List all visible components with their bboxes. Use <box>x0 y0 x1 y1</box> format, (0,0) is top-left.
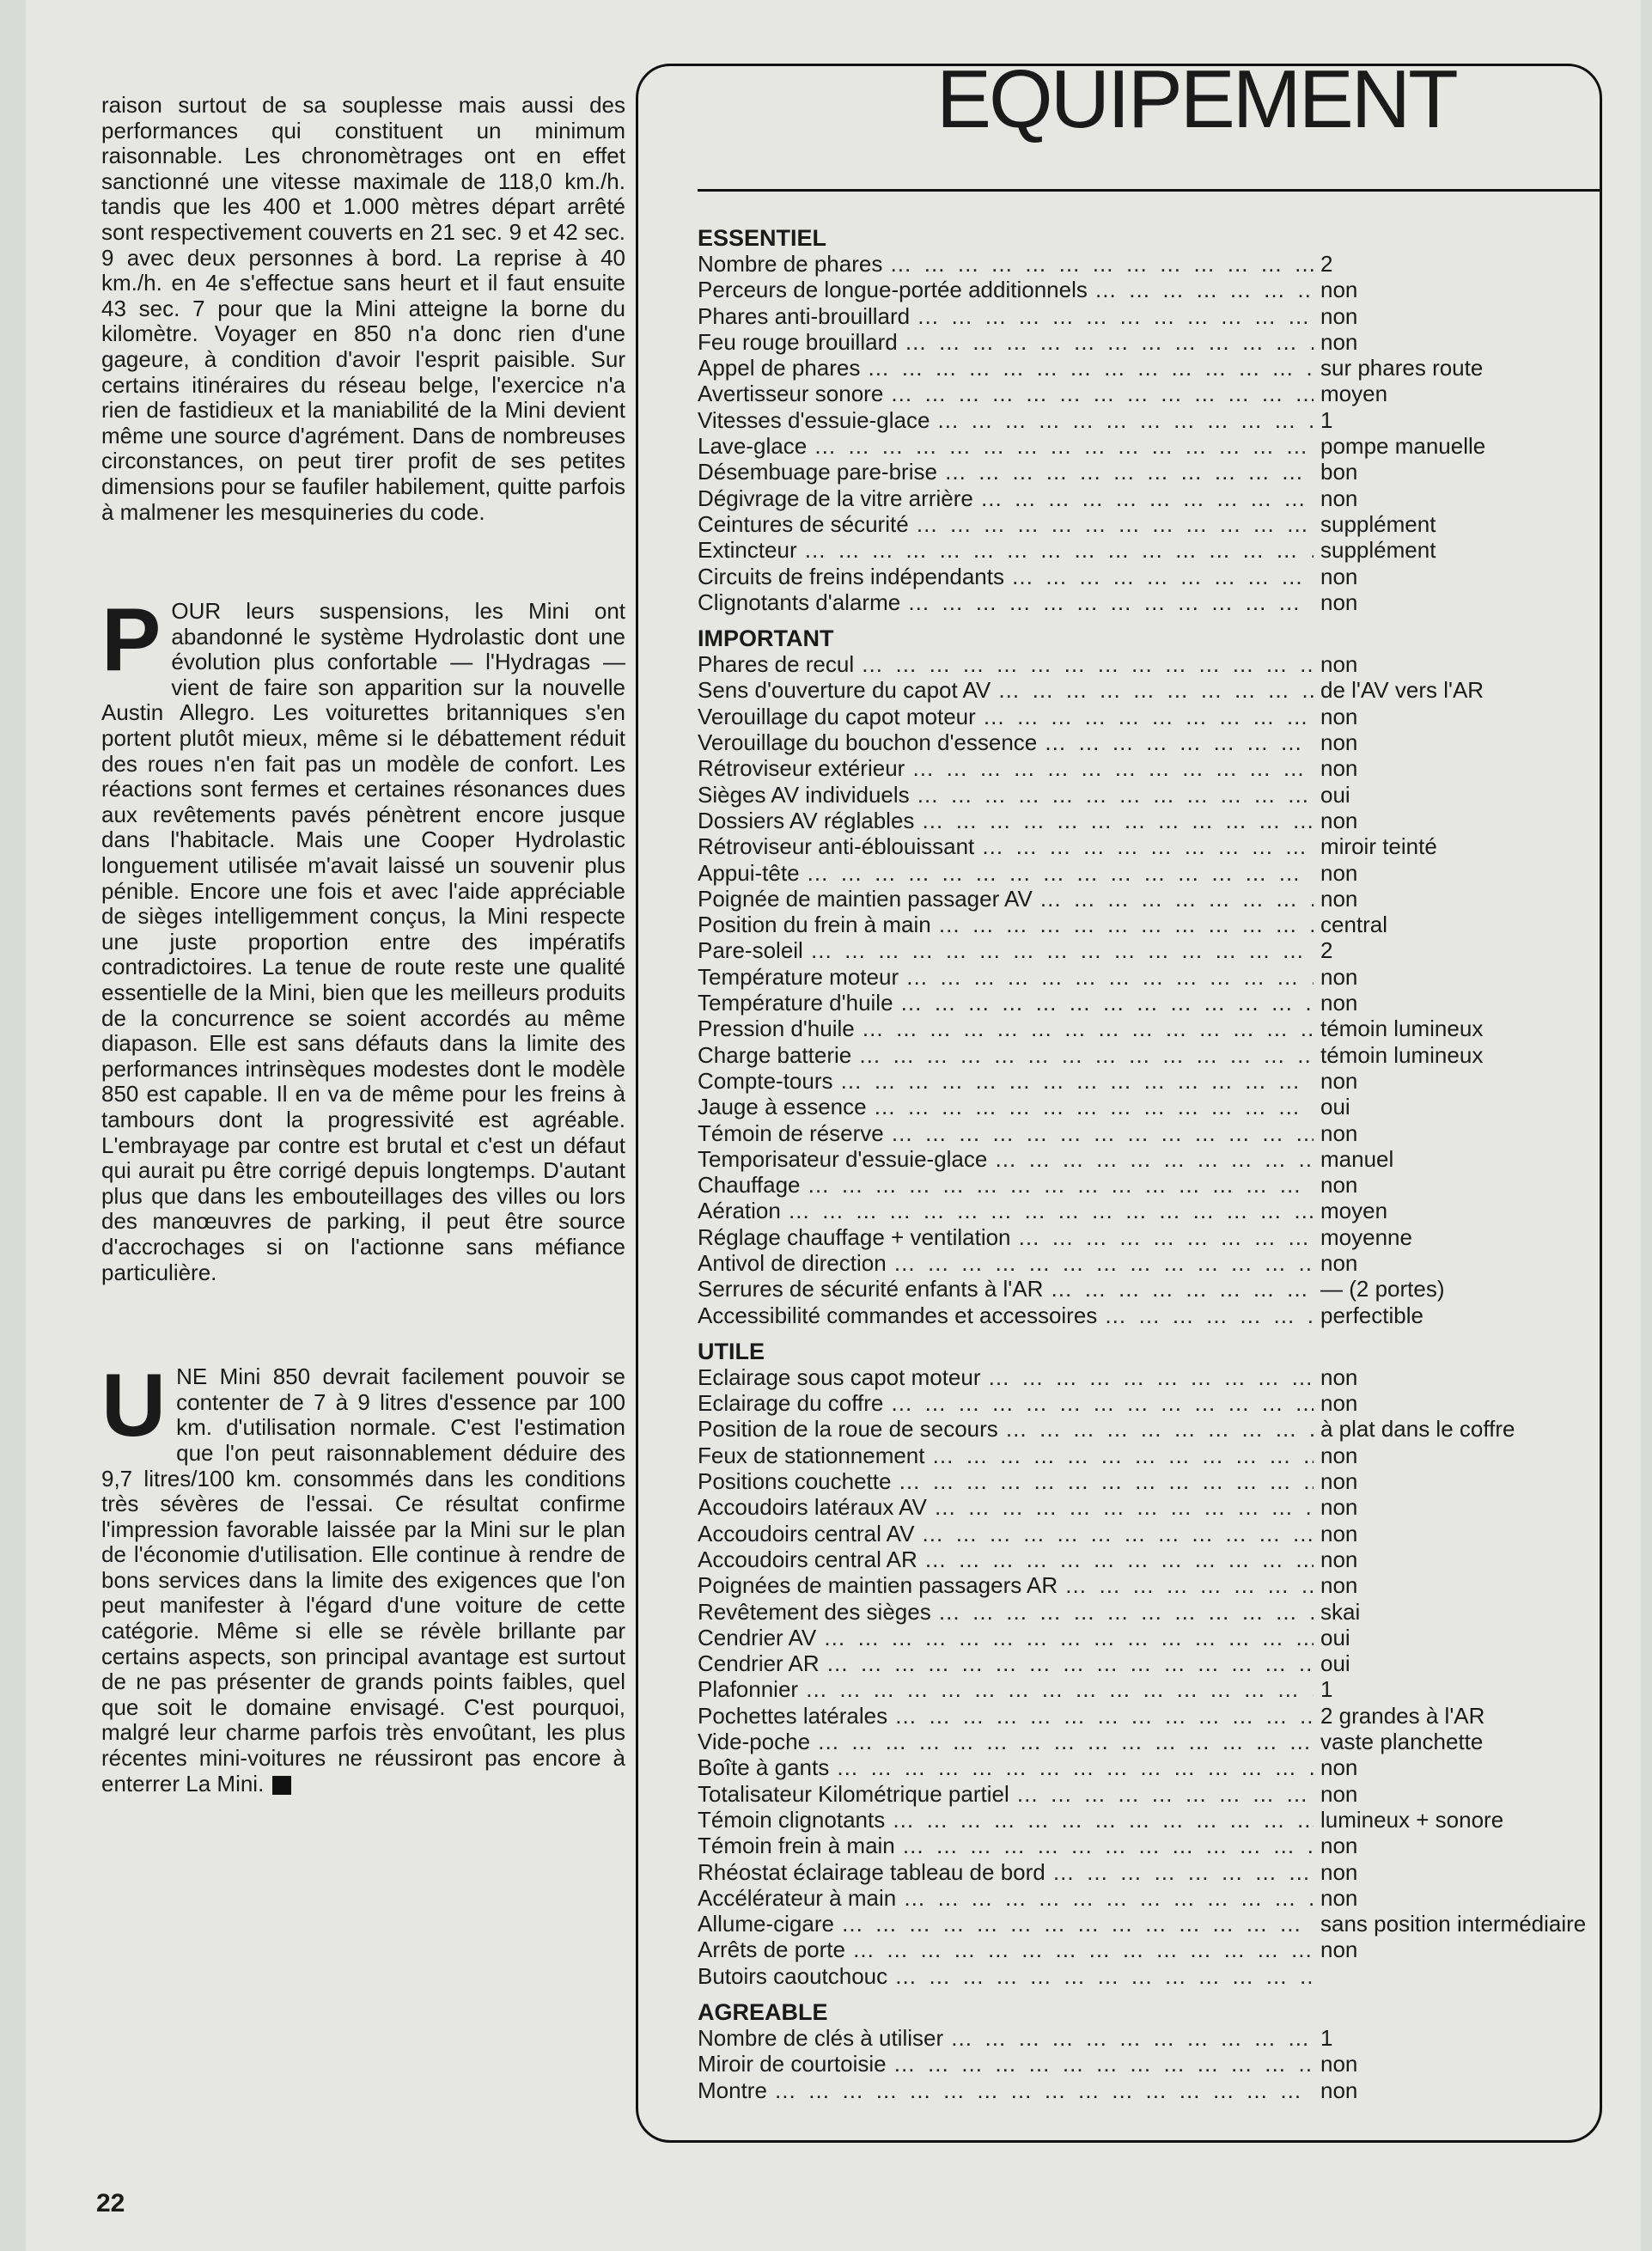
leader-dots <box>917 303 1314 329</box>
equipment-label: Cendrier AR <box>698 1650 820 1677</box>
equipment-label: Lave-glace <box>698 433 808 460</box>
equipment-row <box>698 329 1595 355</box>
equipment-row <box>698 1521 1595 1546</box>
equipment-row <box>698 755 1595 781</box>
leader-dots <box>994 1146 1314 1172</box>
paragraph-text: OUR leurs suspensions, les Mini ont abandonné le système Hydrolastic dont une évolution plus confortable — l'Hydragas — vient de faire son apparition sur la nouvelle Austin Allegro. Les voiturettes britanniques s'en portent plutôt mieux, même si le débattement réduit des roues n'en fait pas un modèle de confort. Les réactions sont fermes et certaines résonances dues aux revêtements pavés pénètrent encore jusque dans l'habitacle. Mais une Cooper Hydrolastic longuement utilisée m'avait laissé un souvenir plus pénible. Encore une fois et avec l'aide appréciable de sièges intelligemment conçus, la Mini respecte une juste proportion entre des impératifs contradictoires. La tenue de route reste une qualité essentielle de la Mini, bien que les meilleurs produits de la concurrence se soient accordés au même diapason. Elle est sans défauts dans la limite des performances intrinsèques modestes dont le modèle 850 est capable. Il en va de même pour les freins à tambours dont la progressivité est agréable. L'embrayage par contre est brutal et c'est un défaut qui aurait pu être corrigé depuis longtemps. D'autant plus que dans les embouteillages des villes ou lors des manœuvres de parking, il peut être source d'accrochages si on l'actionne sans méfiance particulière. <box>101 598 625 1285</box>
equipment-label: Chauffage <box>698 1172 801 1199</box>
leader-dots <box>874 1094 1314 1119</box>
equipment-row <box>698 1572 1595 1598</box>
equipment-value: non <box>1320 963 1358 990</box>
leader-dots <box>894 1703 1314 1729</box>
equipment-label: Aération <box>698 1198 781 1224</box>
equipment-row <box>698 651 1595 677</box>
equipment-value: non <box>1320 302 1358 329</box>
leader-dots <box>774 2077 1314 2103</box>
equipment-row <box>698 964 1595 990</box>
equipment-value: lumineux + sonore <box>1320 1806 1504 1833</box>
equipment-value: à plat dans le coffre <box>1320 1416 1515 1443</box>
equipment-row <box>698 511 1595 537</box>
equipment-label: Verouillage du bouchon d'essence <box>698 729 1038 756</box>
equipment-row <box>698 1963 1595 1989</box>
equipment-value: non <box>1320 1494 1358 1521</box>
title-divider <box>698 189 1601 192</box>
equipment-value: sur phares route <box>1320 355 1484 381</box>
equipment-label: Vitesses d'essuie-glace <box>698 406 930 433</box>
equipment-row <box>698 1781 1595 1807</box>
equipment-row <box>698 1625 1595 1650</box>
equipment-label: Montre <box>698 2077 767 2103</box>
equipment-row <box>698 677 1595 703</box>
equipment-value: non <box>1320 1390 1358 1417</box>
leader-dots <box>836 1754 1314 1780</box>
equipment-row <box>698 808 1595 833</box>
equipment-value: non <box>1320 1937 1358 1963</box>
drop-cap: P <box>101 590 162 691</box>
leader-dots <box>997 677 1314 703</box>
equipment-value: vaste planchette <box>1320 1729 1484 1755</box>
equipment-row <box>698 1146 1595 1172</box>
equipment-value: 1 <box>1320 406 1333 433</box>
leader-dots <box>1094 277 1314 302</box>
equipment-label: Pression d'huile <box>698 1016 855 1042</box>
equipment-value: non <box>1320 1833 1358 1859</box>
equipment-label: Accoudoirs latéraux AV <box>698 1494 927 1521</box>
equipment-label: Rhéostat éclairage tableau de bord <box>698 1858 1045 1885</box>
equipment-value: moyen <box>1320 1198 1388 1224</box>
article-paragraph-3 <box>101 1356 625 1797</box>
equipment-row <box>698 1094 1595 1119</box>
equipment-row <box>698 1416 1595 1442</box>
equipment-value: 2 <box>1320 937 1333 964</box>
equipment-row <box>698 1676 1595 1702</box>
equipment-value: non <box>1320 1067 1358 1094</box>
leader-dots <box>1044 729 1314 755</box>
equipment-label: Température d'huile <box>698 990 893 1016</box>
equipment-label: Pare-soleil <box>698 937 803 964</box>
equipment-label: Ceintures de sécurité <box>698 510 909 537</box>
equipment-label: Nombre de phares <box>698 251 883 277</box>
equipment-value: non <box>1320 1884 1358 1911</box>
leader-dots <box>807 860 1314 886</box>
article-paragraph-1: raison surtout de sa souplesse mais aussi des performances qui constituent un minimum raisonnable. Les chronomètrages ont en effet sanctionné une vitesse maximale de 118,0 km./h. tandis que les 400 et 1.000 mètres départ arrêté sont respectivement couverts en 21 sec. 9 et 42 sec. 9 avec deux personnes à bord. La reprise à 40 km./h. en 4e s'effectue sans heurt et il faut ensuite 43 sec. 7 pour que la Mini atteigne la borne du kilomètre. Voyager en 850 n'a donc rien d'une gageure, à condition d'avoir l'esprit paisible. Sur certains itinéraires du réseau belge, l'exercice n'a rien de fastidieux et la maniabilité de la Mini devient même une source d'agrément. Dans de nombreuses circonstances, on peut tirer profit de ses petites dimensions pour se faufiler habilement, quitte parfois à malmener les mesquineries du code. <box>101 92 625 525</box>
equipment-value: 1 <box>1320 1676 1333 1703</box>
equipment-label: Compte-tours <box>698 1067 833 1094</box>
equipment-label: Temporisateur d'essuie-glace <box>698 1145 988 1172</box>
equipment-label: Revêtement des sièges <box>698 1598 931 1625</box>
equipment-value: oui <box>1320 1094 1350 1120</box>
leader-dots <box>981 833 1314 859</box>
leader-dots <box>892 1807 1314 1833</box>
equipment-label: Allume-cigare <box>698 1911 834 1937</box>
equipment-value: non <box>1320 1468 1358 1495</box>
equipment-value: non <box>1320 990 1358 1016</box>
leader-dots <box>893 2051 1314 2077</box>
equipment-value: non <box>1320 328 1358 355</box>
leader-dots <box>1064 1572 1314 1598</box>
equipment-value: sans position intermédiaire <box>1320 1911 1587 1937</box>
equipment-label: Avertisseur sonore <box>698 381 884 407</box>
equipment-label: Nombre de clés à utiliser <box>698 2025 944 2051</box>
equipment-row <box>698 1364 1595 1390</box>
equipment-row <box>698 1198 1595 1223</box>
equipment-row <box>698 459 1595 485</box>
leader-dots <box>867 355 1314 381</box>
leader-dots <box>1052 1859 1314 1885</box>
equipment-value: non <box>1320 1249 1358 1276</box>
equipment-value: non <box>1320 1442 1358 1468</box>
equipment-row <box>698 537 1595 563</box>
equipment-row <box>698 1833 1595 1858</box>
equipment-value: oui <box>1320 1650 1350 1677</box>
page-number: 22 <box>96 2189 125 2217</box>
leader-dots <box>983 704 1314 729</box>
equipment-value: non <box>1320 1172 1358 1199</box>
equipment-value: moyen <box>1320 381 1388 407</box>
leader-dots <box>804 537 1314 563</box>
leader-dots <box>934 1494 1314 1520</box>
equipment-value: non <box>1320 1754 1358 1781</box>
equipment-label: Position de la roue de secours <box>698 1416 998 1443</box>
leader-dots <box>891 1120 1314 1146</box>
equipment-list <box>698 225 1595 2103</box>
equipment-label: Verouillage du capot moteur <box>698 703 976 729</box>
equipment-value: témoin lumineux <box>1320 1016 1484 1042</box>
leader-dots <box>889 251 1314 277</box>
equipment-label: Sièges AV individuels <box>698 781 910 808</box>
equipment-label: Jauge à essence <box>698 1094 867 1120</box>
leader-dots <box>840 1068 1314 1094</box>
equipment-label: Appui-tête <box>698 859 800 886</box>
equipment-row <box>698 407 1595 433</box>
equipment-label: Feu rouge brouillard <box>698 328 898 355</box>
equipment-label: Pochettes latérales <box>698 1702 888 1729</box>
equipment-row <box>698 251 1595 277</box>
equipment-label: Accessibilité commandes et accessoires <box>698 1302 1098 1328</box>
equipment-row <box>698 433 1595 459</box>
equipment-label: Phares de recul <box>698 651 855 678</box>
equipment-label: Clignotants d'alarme <box>698 589 901 615</box>
equipment-label: Rétroviseur anti-éblouissant <box>698 833 975 860</box>
equipment-label: Poignée de maintien passager AV <box>698 885 1033 912</box>
equipment-value: non <box>1320 1858 1358 1885</box>
equipment-label: Perceurs de longue-portée additionnels <box>698 277 1088 303</box>
leader-dots <box>890 1390 1314 1416</box>
equipment-row <box>698 1885 1595 1911</box>
equipment-value: non <box>1320 885 1358 912</box>
equipment-row <box>698 2025 1595 2051</box>
equipment-label: Antivol de direction <box>698 1249 887 1276</box>
equipment-value: pompe manuelle <box>1320 433 1486 460</box>
equipment-label: Boîte à gants <box>698 1754 830 1781</box>
equipment-label: Butoirs caoutchouc <box>698 1962 888 1989</box>
leader-dots <box>841 1911 1314 1937</box>
equipment-value: non <box>1320 859 1358 886</box>
section-heading: AGREABLE <box>698 1999 828 2025</box>
leader-dots <box>862 1016 1314 1041</box>
equipment-value: non <box>1320 703 1358 729</box>
equipment-label: Totalisateur Kilométrique partiel <box>698 1780 1009 1807</box>
equipment-value: moyenne <box>1320 1223 1412 1250</box>
equipment-value: non <box>1320 2077 1358 2103</box>
leader-dots <box>924 1546 1314 1572</box>
equipment-row <box>698 1703 1595 1729</box>
equipment-row <box>698 2051 1595 2077</box>
leader-dots <box>921 1521 1314 1546</box>
leader-dots <box>1018 1224 1314 1250</box>
equipment-row <box>698 990 1595 1016</box>
leader-dots <box>890 381 1314 406</box>
equipment-label: Accoudoirs central AR <box>698 1546 917 1572</box>
leader-dots <box>900 990 1314 1016</box>
leader-dots <box>1016 1781 1314 1807</box>
leader-dots <box>944 459 1314 485</box>
equipment-label: Accoudoirs central AV <box>698 1520 915 1546</box>
equipment-value: témoin lumineux <box>1320 1041 1484 1068</box>
leader-dots <box>898 1468 1314 1494</box>
equipment-row <box>698 1729 1595 1754</box>
equipment-value: non <box>1320 729 1358 756</box>
equipment-label: Sens d'ouverture du capot AV <box>698 677 991 704</box>
equipment-label: Miroir de courtoisie <box>698 2051 887 2077</box>
equipment-label: Dégivrage de la vitre arrière <box>698 485 973 511</box>
article-paragraph-2 <box>101 590 625 1285</box>
equipment-value: non <box>1320 807 1358 833</box>
leader-dots <box>823 1625 1314 1650</box>
leader-dots <box>1039 886 1314 912</box>
equipment-label: Cendrier AV <box>698 1624 817 1650</box>
equipment-row <box>698 1016 1595 1041</box>
equipment-label: Témoin clignotants <box>698 1806 886 1833</box>
equipment-row <box>698 1172 1595 1198</box>
leader-dots <box>861 651 1314 677</box>
equipment-row <box>698 1276 1595 1302</box>
equipment-row <box>698 303 1595 329</box>
equipment-label: Serrures de sécurité enfants à l'AR <box>698 1276 1044 1302</box>
equipment-label: Eclairage sous capot moteur <box>698 1363 981 1390</box>
leader-dots <box>1050 1276 1314 1302</box>
equipment-row <box>698 1599 1595 1625</box>
leader-dots <box>788 1198 1314 1223</box>
equipment-value: 1 <box>1320 2025 1333 2051</box>
equipment-value: central <box>1320 912 1388 938</box>
equipment-label: Vide-poche <box>698 1729 811 1755</box>
equipment-value: — (2 portes) <box>1320 1276 1445 1302</box>
equipment-value: non <box>1320 2051 1358 2077</box>
equipment-row <box>698 1494 1595 1520</box>
section-heading: ESSENTIEL <box>698 225 827 251</box>
equipment-row <box>698 860 1595 886</box>
equipment-row <box>698 1224 1595 1250</box>
equipment-value: 2 grandes à l'AR <box>1320 1702 1485 1729</box>
equipment-value: 2 <box>1320 251 1333 277</box>
leader-dots <box>805 1676 1314 1702</box>
leader-dots <box>817 1729 1314 1754</box>
leader-dots <box>921 808 1314 833</box>
equipment-row <box>698 729 1595 755</box>
equipment-value: de l'AV vers l'AR <box>1320 677 1484 704</box>
leader-dots <box>903 1885 1314 1911</box>
equipment-label: Circuits de freins indépendants <box>698 563 1004 589</box>
section-heading: IMPORTANT <box>698 625 834 652</box>
equipment-row <box>698 1937 1595 1962</box>
equipment-value: supplément <box>1320 537 1436 564</box>
leader-dots <box>810 937 1314 963</box>
leader-dots <box>950 2025 1314 2051</box>
equipment-label: Accélérateur à main <box>698 1884 897 1911</box>
leader-dots <box>938 1599 1314 1625</box>
equipment-value: oui <box>1320 1624 1350 1650</box>
leader-dots <box>1011 564 1314 589</box>
equipment-label: Température moteur <box>698 963 899 990</box>
equipment-row <box>698 937 1595 963</box>
equipment-value: miroir teinté <box>1320 833 1437 860</box>
equipment-row <box>698 564 1595 589</box>
equipment-row <box>698 1302 1595 1328</box>
equipment-row <box>698 1390 1595 1416</box>
equipment-value: non <box>1320 1119 1358 1146</box>
leader-dots <box>808 1172 1314 1198</box>
equipment-value: non <box>1320 563 1358 589</box>
leader-dots <box>907 589 1314 615</box>
equipment-value: non <box>1320 1780 1358 1807</box>
equipment-value: supplément <box>1320 510 1436 537</box>
leader-dots <box>893 1250 1314 1276</box>
equipment-row <box>698 355 1595 381</box>
equipment-row <box>698 381 1595 406</box>
paragraph-text: NE Mini 850 devrait facilement pouvoir se contenter de 7 à 9 litres d'essence par 100 km. d'utilisation normale. C'est l'estimation que l'on peut raisonnablement déduire des 9,7 litres/100 km. consommés dans les conditions très sévères de l'essai. Ce résultat confirme l'impression favorable laissée par la Mini sur le plan de l'économie d'utilisation. Elle continue à rendre de bons services dans la limite des exigences que l'on peut manifester à l'égard d'une voiture de cette catégorie. Même si elle se révèle brillante par certains aspects, son principal avantage est surtout de ne pas présenter de grands points faibles, quel que soit le domaine envisagé. C'est pourquoi, malgré leur charme parfois très envoûtant, les plus récentes mini-voitures ne réussiront pas encore à enterrer La Mini. <box>101 1363 625 1797</box>
leader-dots <box>988 1364 1314 1390</box>
equipment-row <box>698 1911 1595 1937</box>
equipment-label: Extincteur <box>698 537 797 564</box>
equipment-value: manuel <box>1320 1145 1394 1172</box>
equipment-row <box>698 1546 1595 1572</box>
drop-cap: U <box>101 1356 167 1456</box>
leader-dots <box>902 1833 1314 1858</box>
equipment-row <box>698 1042 1595 1068</box>
leader-dots <box>1104 1302 1314 1328</box>
equipment-row <box>698 2077 1595 2103</box>
equipment-value: non <box>1320 1572 1358 1599</box>
equipment-row <box>698 1468 1595 1494</box>
leader-dots <box>932 1443 1314 1468</box>
equipment-value: perfectible <box>1320 1302 1423 1328</box>
leader-dots <box>894 1963 1314 1989</box>
equipment-label: Phares anti-brouillard <box>698 302 911 329</box>
equipment-label: Positions couchette <box>698 1468 892 1495</box>
article-column <box>101 93 625 1797</box>
leader-dots <box>814 433 1314 459</box>
equipment-value: non <box>1320 651 1358 678</box>
equipment-row <box>698 886 1595 912</box>
equipment-row <box>698 1807 1595 1833</box>
equipment-value: non <box>1320 755 1358 782</box>
equipment-row <box>698 485 1595 511</box>
equipment-value: non <box>1320 277 1358 303</box>
leader-dots <box>905 964 1314 990</box>
equipment-row <box>698 1250 1595 1276</box>
equipment-row <box>698 833 1595 859</box>
equipment-label: Appel de phares <box>698 355 861 381</box>
equipment-row <box>698 1754 1595 1780</box>
equipment-value: oui <box>1320 781 1350 808</box>
equipment-label: Dossiers AV réglables <box>698 807 915 833</box>
equipment-value: non <box>1320 485 1358 511</box>
leader-dots <box>1005 1416 1314 1442</box>
equipment-row <box>698 1650 1595 1676</box>
leader-dots <box>917 782 1314 808</box>
end-mark-icon <box>272 1776 291 1795</box>
equipment-label: Témoin frein à main <box>698 1833 895 1859</box>
equipment-row <box>698 782 1595 808</box>
equipment-label: Désembuage pare-brise <box>698 459 937 485</box>
equipment-row <box>698 589 1595 615</box>
equipment-row <box>698 704 1595 729</box>
equipment-value: non <box>1320 1546 1358 1572</box>
leader-dots <box>905 329 1314 355</box>
equipment-row <box>698 1443 1595 1468</box>
equipment-label: Charge batterie <box>698 1041 852 1068</box>
leader-dots <box>852 1937 1314 1962</box>
leader-dots <box>936 407 1314 433</box>
equipment-label: Rétroviseur extérieur <box>698 755 905 782</box>
leader-dots <box>980 485 1314 511</box>
equipment-row <box>698 1859 1595 1885</box>
section-heading: UTILE <box>698 1338 765 1364</box>
equipment-value: non <box>1320 1520 1358 1546</box>
equipment-title: EQUIPEMENT <box>936 53 1456 145</box>
equipment-label: Réglage chauffage + ventilation <box>698 1223 1011 1250</box>
equipment-label: Témoin de réserve <box>698 1119 884 1146</box>
equipment-value: skai <box>1320 1598 1361 1625</box>
leader-dots <box>916 511 1314 537</box>
leader-dots <box>911 755 1314 781</box>
equipment-label: Feux de stationnement <box>698 1442 925 1468</box>
equipment-row <box>698 277 1595 302</box>
equipment-value: bon <box>1320 459 1358 485</box>
equipment-label: Arrêts de porte <box>698 1937 845 1963</box>
equipment-row <box>698 1120 1595 1146</box>
equipment-label: Position du frein à main <box>698 912 931 938</box>
leader-dots <box>858 1042 1314 1068</box>
equipment-value: non <box>1320 1363 1358 1390</box>
equipment-label: Eclairage du coffre <box>698 1390 884 1417</box>
leader-dots <box>826 1650 1314 1676</box>
equipment-value: non <box>1320 589 1358 615</box>
equipment-label: Poignées de maintien passagers AR <box>698 1572 1058 1599</box>
equipment-row <box>698 912 1595 937</box>
leader-dots <box>938 912 1314 937</box>
equipment-label: Plafonnier <box>698 1676 799 1703</box>
equipment-row <box>698 1068 1595 1094</box>
